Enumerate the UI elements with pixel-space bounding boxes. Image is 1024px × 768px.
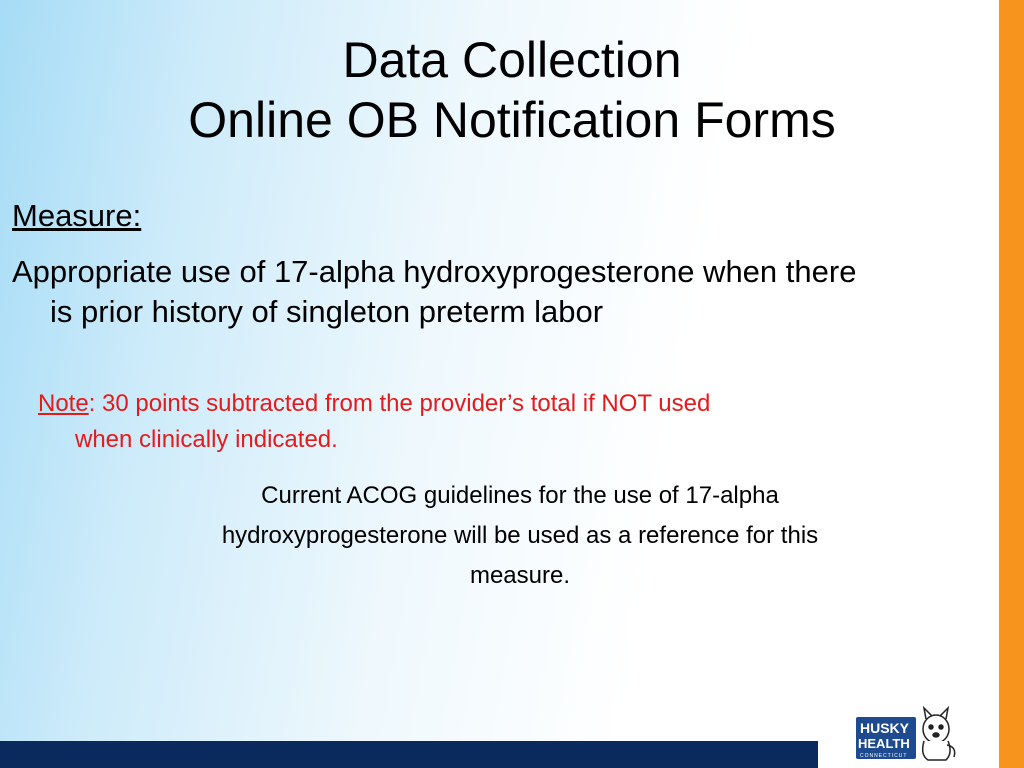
note-line-1 [38, 386, 968, 422]
note-text-1: : 30 points subtracted from the provider’s total if NOT used [88, 390, 711, 417]
note-label: Note [38, 390, 89, 417]
note-line-2: when clinically indicated. [75, 426, 338, 453]
reference-line-1: Current ACOG guidelines for the use of 17-alpha [261, 482, 779, 509]
logo-word-health: HEALTH [858, 736, 910, 751]
reference-line-2: hydroxyprogesterone will be used as a reference for this [221, 522, 819, 549]
title-line-1: Data Collection [342, 32, 682, 88]
husky-dog-icon [923, 708, 955, 760]
measure-description [12, 252, 1002, 332]
husky-health-logo [854, 703, 964, 763]
logo-word-husky: HUSKY [860, 720, 910, 736]
measure-text-line-1: Appropriate use of 17-alpha hydroxyprogesterone when there [12, 254, 857, 289]
footer-bar [0, 741, 818, 768]
title-line-2: Online OB Notification Forms [188, 92, 836, 148]
logo-word-connecticut: CONNECTICUT [860, 753, 908, 759]
note-block [38, 386, 968, 458]
reference-line-3: measure. [469, 562, 571, 589]
measure-text-line-2: is prior history of singleton preterm labor [50, 294, 604, 329]
measure-label: Measure: [12, 198, 142, 233]
slide-title [0, 30, 1024, 150]
reference-text [120, 476, 920, 596]
